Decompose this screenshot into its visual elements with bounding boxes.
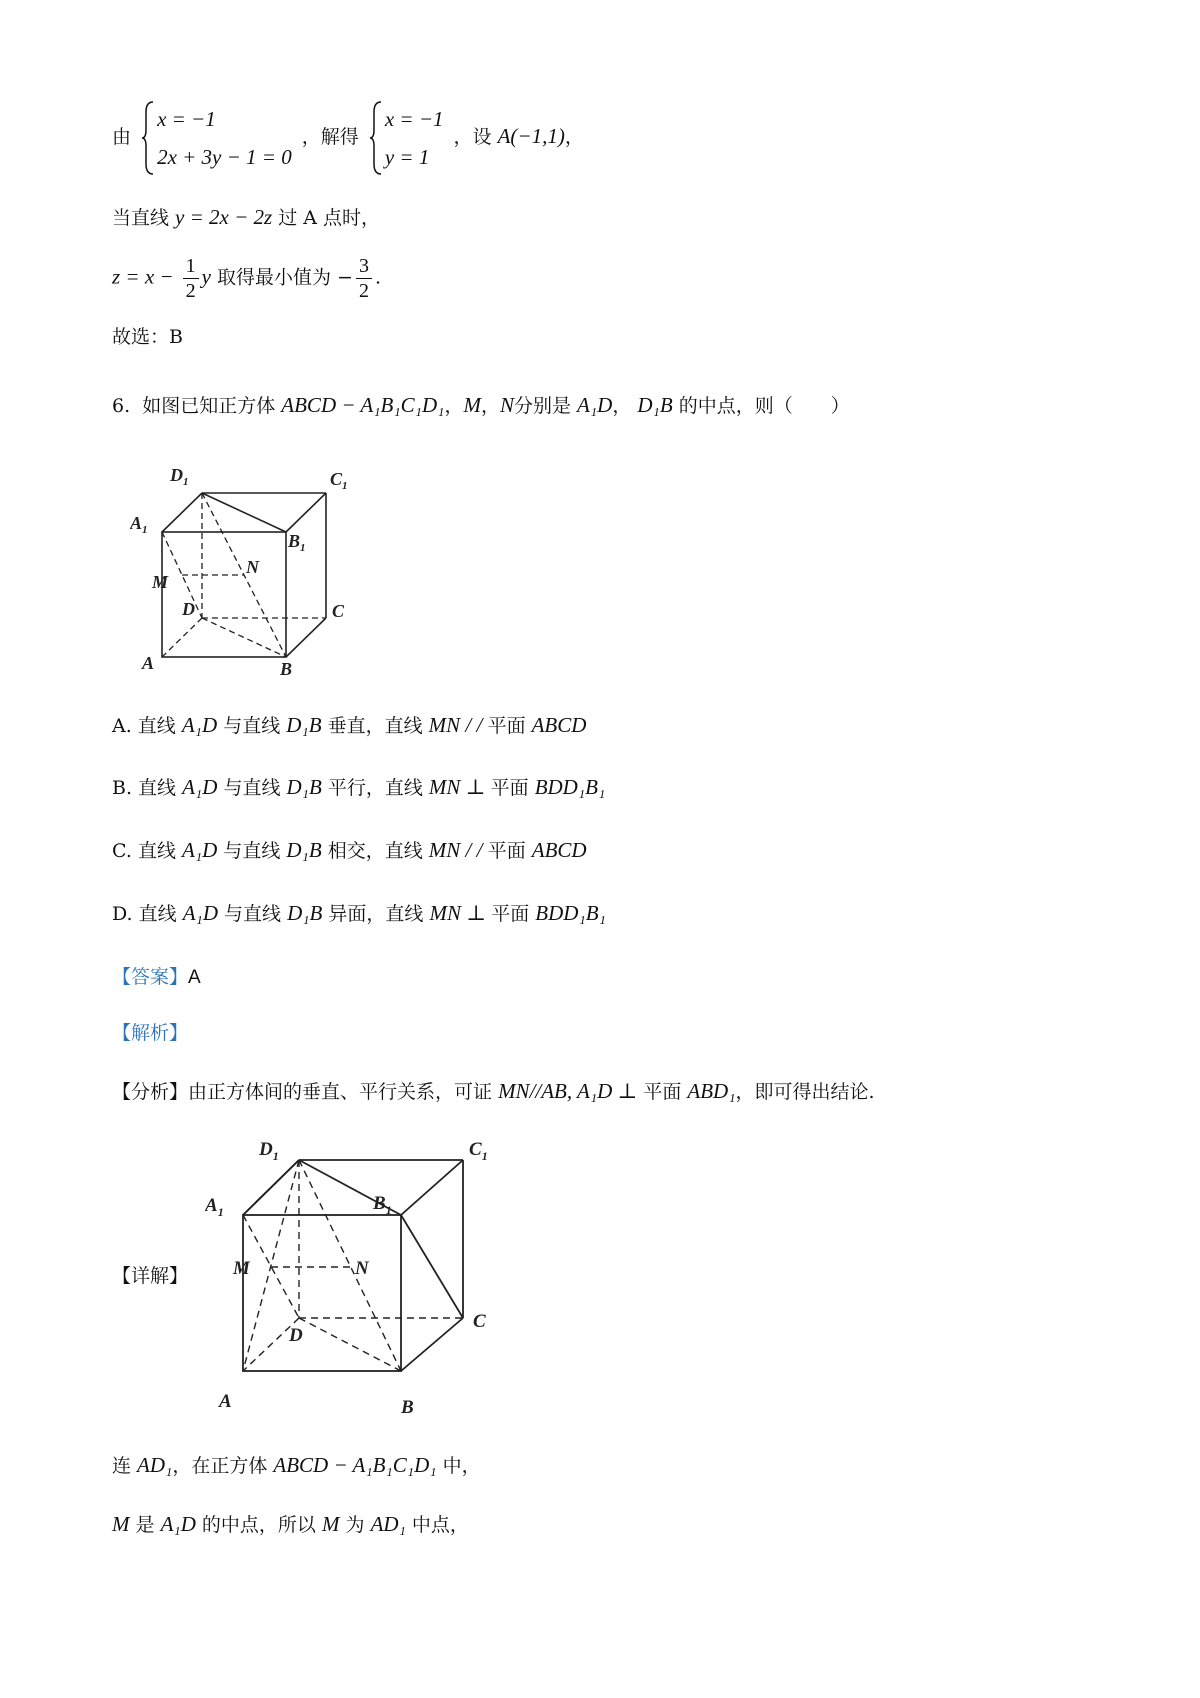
text: 过 A 点时， [272, 207, 381, 229]
math: D₁B [637, 393, 673, 417]
label-d1: $D_1$ [170, 465, 189, 488]
label-b1: $B_1$ [288, 531, 306, 554]
label-m: M [152, 572, 169, 592]
text: 分别是 [513, 395, 578, 417]
option-b[interactable] [112, 777, 605, 798]
math-relation: ⊥ [460, 775, 491, 799]
math: ABD₁ [687, 1079, 736, 1103]
denominator: 2 [358, 280, 369, 302]
text: 连 [112, 1455, 138, 1477]
text: ， [480, 395, 500, 417]
edge [401, 1318, 463, 1371]
text: 与直线 [218, 903, 288, 925]
math: A₁D [182, 838, 218, 862]
math-point: A(−1,1) [497, 124, 565, 148]
math: A₁D [160, 1512, 196, 1536]
option-a[interactable] [112, 715, 586, 736]
equation-system-1 [141, 100, 292, 176]
segment-db [202, 618, 286, 657]
analysis-tag: 【解析】 [112, 1022, 189, 1044]
numerator: 1 [183, 254, 199, 279]
option-label: A. [112, 715, 132, 737]
front-face [162, 532, 286, 657]
fraction [183, 254, 199, 303]
text: 异面，直线 [322, 903, 430, 925]
math: z = x − [112, 264, 174, 289]
cube-figure-1 [130, 455, 390, 680]
text: ，即可得出结论. [735, 1081, 875, 1103]
math: MN [429, 901, 461, 925]
text: ，设 [453, 126, 498, 148]
answer-line [112, 968, 201, 987]
text: 与直线 [217, 715, 287, 737]
question-number: 6. [112, 395, 131, 417]
math: MN [428, 775, 461, 799]
label-d: D [182, 599, 195, 619]
text: 取得最小值为 − [210, 266, 353, 289]
fraction [356, 254, 372, 303]
label-a: A [142, 653, 155, 673]
equation-row: x = −1 [157, 107, 216, 131]
text: ，在正方体 [172, 1455, 274, 1477]
text: 平面 [491, 903, 536, 925]
text: . [374, 266, 382, 289]
label-c: C [332, 601, 345, 621]
text: 由正方体间的垂直、平行关系，可证 [188, 1081, 499, 1103]
math: AD₁ [137, 1453, 173, 1477]
math: A₁D [182, 901, 218, 925]
math: ABCD [531, 838, 587, 862]
analysis-subtag: 【分析】 [112, 1081, 189, 1103]
equation-row: 2x + 3y − 1 = 0 [157, 145, 292, 169]
label-n: N [246, 557, 259, 577]
answer-value: A [188, 967, 201, 988]
edge [286, 493, 326, 532]
detail-tag: 【详解】 [112, 1265, 189, 1287]
cube-figure-2 [205, 1135, 505, 1420]
label-c: C [473, 1311, 486, 1332]
numerator: 3 [356, 254, 372, 279]
edge [162, 493, 202, 532]
math: D₁B [286, 838, 322, 862]
question-stem [112, 395, 850, 416]
edge [286, 618, 326, 657]
math: MN//AB, A₁D ⊥ [498, 1079, 638, 1103]
text: 由 [112, 126, 132, 148]
edge [243, 1160, 299, 1215]
text: 平行，直线 [321, 777, 429, 799]
math: BDD₁B₁ [535, 901, 606, 925]
text: 平面 [487, 715, 532, 737]
denominator: 2 [185, 280, 196, 302]
label-d: D [289, 1325, 303, 1346]
label-a1: $A_1$ [130, 513, 148, 536]
math: A₁D [181, 713, 218, 737]
text: 相交，直线 [321, 840, 429, 862]
prev-choice: 故选：B [112, 326, 183, 348]
prev-solution-line-1 [112, 100, 584, 176]
text: 直线 [131, 715, 182, 737]
text: 是 [129, 1514, 161, 1536]
math: N [499, 393, 514, 417]
label-b1: $B_1$ [373, 1193, 392, 1217]
equation-row: y = 1 [384, 145, 430, 169]
math: D₁B [286, 775, 322, 799]
math: A₁D [577, 393, 613, 417]
math-equation: y = 2x − 2z [175, 205, 273, 229]
text: 的中点，所以 [195, 1514, 322, 1536]
text: 直线 [131, 840, 182, 862]
label-m: M [233, 1258, 250, 1279]
math: M [112, 1512, 130, 1536]
text: 直线 [132, 777, 183, 799]
text: 中点， [405, 1514, 469, 1536]
brace-icon [141, 100, 155, 176]
text: 为 [339, 1514, 371, 1536]
option-label: D. [112, 903, 133, 925]
math: MN [428, 838, 461, 862]
segment-b1c [401, 1215, 463, 1318]
prev-solution-line-3 [112, 254, 381, 303]
label-n: N [355, 1258, 369, 1279]
option-c[interactable] [112, 840, 587, 861]
text: 平面 [487, 840, 532, 862]
equation-row: x = −1 [384, 107, 444, 131]
edge-d1b1 [202, 493, 286, 532]
math-relation: ⊥ [460, 901, 492, 925]
option-label: C. [112, 840, 132, 862]
text: 如图已知正方体 [142, 395, 282, 417]
label-a1: $A_1$ [205, 1195, 224, 1219]
text: 平面 [637, 1081, 688, 1103]
math: AD₁ [370, 1512, 406, 1536]
text: 平面 [490, 777, 535, 799]
edge [401, 1160, 463, 1215]
analysis-summary [112, 1081, 875, 1102]
segment-d1b [299, 1160, 401, 1371]
label-b: B [401, 1397, 414, 1418]
text: 直线 [132, 903, 183, 925]
segment-db [299, 1318, 401, 1371]
math: y [201, 264, 211, 289]
option-label: B. [112, 777, 133, 799]
math: D₁B [287, 901, 323, 925]
hidden-edge [162, 618, 202, 657]
text: ， [444, 395, 464, 417]
option-d[interactable] [112, 903, 606, 924]
prev-solution-line-2 [112, 207, 380, 228]
text: 垂直，直线 [321, 715, 429, 737]
text: 与直线 [217, 840, 287, 862]
text: ， [612, 395, 638, 417]
math: A₁D [182, 775, 218, 799]
math-relation: / / [460, 713, 488, 737]
math: D₁B [286, 713, 322, 737]
label-c1: $C_1$ [330, 469, 348, 492]
text: 的中点，则（ ） [672, 395, 850, 417]
math: M [321, 1512, 340, 1536]
brace-icon [369, 100, 383, 176]
label-c1: $C_1$ [469, 1139, 488, 1163]
label-a: A [219, 1391, 232, 1412]
proof-line-1 [112, 1455, 481, 1476]
math: ABCD − A₁B₁C₁D₁ [281, 393, 445, 417]
math: MN [428, 713, 461, 737]
math: M [463, 393, 481, 417]
text: ， [564, 126, 584, 148]
label-d1: $D_1$ [259, 1139, 279, 1163]
label-b: B [280, 659, 293, 679]
math: BDD₁B₁ [534, 775, 606, 799]
text: 与直线 [217, 777, 287, 799]
text: ，解得 [301, 126, 359, 148]
answer-tag: 【答案】 [112, 966, 189, 988]
math: ABCD [531, 713, 587, 737]
math-relation: / / [460, 838, 488, 862]
math: ABCD − A₁B₁C₁D₁ [273, 1453, 437, 1477]
equation-system-2 [369, 100, 444, 176]
text: 中， [436, 1455, 481, 1477]
text: 当直线 [112, 207, 176, 229]
proof-line-2 [112, 1514, 469, 1535]
front-face [243, 1215, 401, 1371]
